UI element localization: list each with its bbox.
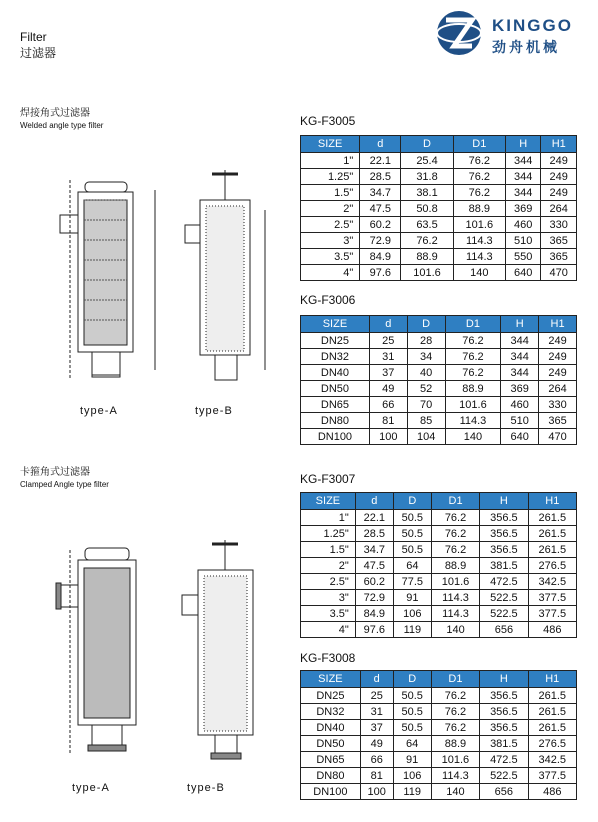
table-cell: 76.2 [431,542,479,558]
table-cell: 28.5 [360,169,401,185]
table-cell: 97.6 [355,622,393,638]
table-cell: 76.2 [445,333,501,349]
table-cell: 114.3 [431,590,479,606]
table-cell: 510 [501,413,539,429]
table-cell: 249 [539,349,577,365]
table-cell: 34 [407,349,445,365]
table-cell: 114.3 [445,413,501,429]
model-label: KG-F3005 [300,114,356,128]
table-cell: 76.2 [431,720,479,736]
table-cell: DN40 [301,365,370,381]
table-cell: 49 [369,381,407,397]
table-cell: 140 [431,784,479,800]
table-cell: 330 [539,397,577,413]
spec-table-kg-f3006 [300,315,577,445]
table-cell: 72.9 [360,233,401,249]
table-cell: 31 [369,349,407,365]
table-cell: 101.6 [453,217,505,233]
table-header-row [301,493,577,510]
column-header: SIZE [301,671,361,688]
table-row [301,784,577,800]
table-cell: 50.5 [393,510,431,526]
table-cell: 77.5 [393,574,431,590]
table-cell: 369 [505,201,540,217]
table-cell: 261.5 [528,688,576,704]
table-row [301,381,577,397]
table-cell: DN80 [301,768,361,784]
table-cell: 119 [393,622,431,638]
table-cell: 264 [541,201,577,217]
table-cell: 72.9 [355,590,393,606]
table-cell: 365 [541,249,577,265]
table-cell: 64 [393,558,431,574]
table-cell: 249 [541,185,577,201]
table-cell: 377.5 [528,606,576,622]
column-header: D1 [445,316,501,333]
table-cell: 344 [501,365,539,381]
table-cell: 1.25" [301,526,356,542]
spec-table-kg-f3008 [300,670,577,800]
table-row [301,249,577,265]
table-cell: DN32 [301,704,361,720]
table-cell: 50.5 [393,542,431,558]
table-cell: 342.5 [528,574,576,590]
spec-table-kg-f3005 [300,135,577,281]
table-cell: 344 [505,153,540,169]
table-cell: 63.5 [401,217,453,233]
table-row [301,622,577,638]
table-cell: 344 [501,349,539,365]
table-cell: 656 [480,784,528,800]
column-header: SIZE [301,493,356,510]
table-cell: DN65 [301,397,370,413]
table-row [301,574,577,590]
table-cell: 3" [301,590,356,606]
column-header: D1 [453,136,505,153]
table-cell: 276.5 [528,558,576,574]
table-cell: 3" [301,233,360,249]
column-header: H1 [528,671,576,688]
table-cell: 2.5" [301,574,356,590]
table-row [301,413,577,429]
table-cell: 1" [301,510,356,526]
clamped-filter-drawing [40,540,270,770]
table-row [301,606,577,622]
table-cell: DN25 [301,333,370,349]
column-header: D [401,136,453,153]
column-header: H [480,493,528,510]
table-cell: 76.2 [453,153,505,169]
table-cell: 84.9 [360,249,401,265]
table-cell: 52 [407,381,445,397]
column-header: d [355,493,393,510]
column-header: d [369,316,407,333]
table-cell: 84.9 [355,606,393,622]
table-cell: 460 [505,217,540,233]
table-cell: 249 [541,169,577,185]
table-cell: 522.5 [480,590,528,606]
kinggo-logo-icon [436,10,482,56]
table-cell: 356.5 [480,526,528,542]
column-header: H1 [541,136,577,153]
table-cell: 330 [541,217,577,233]
table-cell: 249 [541,153,577,169]
table-cell: 656 [480,622,528,638]
table-cell: DN32 [301,349,370,365]
table-row [301,526,577,542]
table-cell: 261.5 [528,542,576,558]
table-row [301,736,577,752]
table-cell: 369 [501,381,539,397]
table-cell: 356.5 [480,720,528,736]
table-cell: 264 [539,381,577,397]
model-label: KG-F3008 [300,651,356,665]
model-label: KG-F3006 [300,293,356,307]
table-row [301,233,577,249]
table-cell: 114.3 [431,606,479,622]
column-header: D [393,493,431,510]
table-cell: 472.5 [480,752,528,768]
table-cell: 76.2 [431,526,479,542]
table-cell: 22.1 [355,510,393,526]
table-cell: 460 [501,397,539,413]
table-cell: 3.5" [301,606,356,622]
table-header-row [301,136,577,153]
table-cell: 37 [369,365,407,381]
table-cell: 100 [369,429,407,445]
type-a-label: type-A [80,405,118,417]
table-cell: 356.5 [480,542,528,558]
table-cell: 49 [360,736,393,752]
column-header: H1 [528,493,576,510]
table-cell: 76.2 [401,233,453,249]
table-cell: 37 [360,720,393,736]
table-cell: 28.5 [355,526,393,542]
table-cell: 97.6 [360,265,401,281]
table-cell: 104 [407,429,445,445]
table-cell: 64 [393,736,431,752]
table-cell: 88.9 [453,201,505,217]
table-cell: 486 [528,622,576,638]
table-cell: DN100 [301,429,370,445]
table-cell: 472.5 [480,574,528,590]
table-cell: 76.2 [453,185,505,201]
table-cell: 377.5 [528,590,576,606]
table-cell: 640 [505,265,540,281]
table-cell: 344 [505,169,540,185]
table-header-row [301,671,577,688]
table-row [301,349,577,365]
table-cell: 28 [407,333,445,349]
table-cell: 119 [393,784,431,800]
table-row [301,365,577,381]
table-cell: 40 [407,365,445,381]
table-cell: 249 [539,333,577,349]
table-cell: 34.7 [360,185,401,201]
table-cell: 381.5 [480,558,528,574]
table-cell: 76.2 [431,510,479,526]
table-cell: 38.1 [401,185,453,201]
table-row [301,169,577,185]
table-cell: 4" [301,265,360,281]
table-header-row [301,316,577,333]
column-header: SIZE [301,136,360,153]
table-row [301,768,577,784]
table-cell: 106 [393,768,431,784]
table-cell: 76.2 [445,349,501,365]
table-cell: 85 [407,413,445,429]
page-title-en: Filter [20,30,47,44]
column-header: d [360,671,393,688]
brand-name-cn: 劲舟机械 [492,40,560,56]
table-cell: 510 [505,233,540,249]
table-cell: 344 [501,333,539,349]
table-cell: 261.5 [528,526,576,542]
table-cell: 88.9 [431,736,479,752]
model-label: KG-F3007 [300,472,356,486]
table-row [301,590,577,606]
table-cell: 1.5" [301,185,360,201]
table-cell: DN80 [301,413,370,429]
table-cell: 1.5" [301,542,356,558]
table-cell: 25 [369,333,407,349]
type-b-label: type-B [195,405,233,417]
column-header: D1 [431,493,479,510]
table-cell: 101.6 [431,752,479,768]
table-cell: 4" [301,622,356,638]
table-cell: 60.2 [355,574,393,590]
table-cell: 3.5" [301,249,360,265]
table-cell: 47.5 [360,201,401,217]
brand-logo [436,10,586,56]
table-cell: 381.5 [480,736,528,752]
table-cell: DN100 [301,784,361,800]
table-cell: 2.5" [301,217,360,233]
table-cell: 522.5 [480,606,528,622]
table-cell: 261.5 [528,720,576,736]
table-cell: 276.5 [528,736,576,752]
table-cell: 140 [453,265,505,281]
table-cell: 114.3 [453,233,505,249]
table-cell: 60.2 [360,217,401,233]
table-cell: 100 [360,784,393,800]
table-cell: 76.2 [453,169,505,185]
table-cell: 25 [360,688,393,704]
table-cell: 50.5 [393,688,431,704]
table-cell: 470 [541,265,577,281]
table-cell: 101.6 [431,574,479,590]
table-cell: 522.5 [480,768,528,784]
column-header: H [505,136,540,153]
table-row [301,704,577,720]
column-header: H [480,671,528,688]
table-cell: 47.5 [355,558,393,574]
section-title-clamped: 卡箍角式过滤器 Clamped Angle type filter [20,467,109,489]
table-cell: 2" [301,558,356,574]
table-cell: 377.5 [528,768,576,784]
table-cell: 2" [301,201,360,217]
table-cell: 66 [360,752,393,768]
table-cell: 70 [407,397,445,413]
table-row [301,201,577,217]
table-cell: 101.6 [401,265,453,281]
table-row [301,265,577,281]
column-header: D1 [431,671,479,688]
table-row [301,185,577,201]
table-cell: 34.7 [355,542,393,558]
table-cell: 140 [445,429,501,445]
table-cell: 261.5 [528,510,576,526]
table-cell: 25.4 [401,153,453,169]
table-cell: 640 [501,429,539,445]
table-cell: 31.8 [401,169,453,185]
spec-table-kg-f3007 [300,492,577,638]
page-title-cn: 过滤器 [20,46,57,60]
table-cell: 365 [539,413,577,429]
table-cell: 356.5 [480,688,528,704]
table-cell: 88.9 [401,249,453,265]
welded-filter-drawing [40,170,270,390]
table-cell: 1" [301,153,360,169]
table-cell: 50.5 [393,704,431,720]
table-row [301,153,577,169]
table-cell: 81 [360,768,393,784]
table-cell: DN50 [301,736,361,752]
table-row [301,217,577,233]
table-cell: 91 [393,752,431,768]
table-cell: 356.5 [480,510,528,526]
table-cell: 50.8 [401,201,453,217]
column-header: SIZE [301,316,370,333]
table-cell: 470 [539,429,577,445]
column-header: H1 [539,316,577,333]
table-cell: 356.5 [480,704,528,720]
table-cell: 91 [393,590,431,606]
table-cell: 344 [505,185,540,201]
table-cell: 76.2 [445,365,501,381]
table-cell: 114.3 [431,768,479,784]
table-cell: 76.2 [431,688,479,704]
table-cell: 261.5 [528,704,576,720]
table-row [301,429,577,445]
table-cell: 114.3 [453,249,505,265]
page-title [20,29,56,61]
column-header: D [407,316,445,333]
table-cell: 101.6 [445,397,501,413]
table-cell: DN40 [301,720,361,736]
table-row [301,510,577,526]
column-header: d [360,136,401,153]
table-row [301,558,577,574]
table-cell: 50.5 [393,720,431,736]
table-cell: 88.9 [431,558,479,574]
table-cell: 106 [393,606,431,622]
type-a-label: type-A [72,782,110,794]
table-cell: 66 [369,397,407,413]
brand-name-en: KINGGO [492,16,573,35]
table-row [301,720,577,736]
table-cell: 1.25" [301,169,360,185]
table-cell: DN50 [301,381,370,397]
table-cell: 365 [541,233,577,249]
table-cell: DN25 [301,688,361,704]
column-header: D [393,671,431,688]
table-cell: 140 [431,622,479,638]
table-cell: 22.1 [360,153,401,169]
table-row [301,397,577,413]
table-cell: 31 [360,704,393,720]
table-cell: 76.2 [431,704,479,720]
table-row [301,688,577,704]
table-cell: 550 [505,249,540,265]
table-cell: 486 [528,784,576,800]
table-row [301,542,577,558]
table-row [301,752,577,768]
table-cell: 50.5 [393,526,431,542]
table-row [301,333,577,349]
table-cell: 342.5 [528,752,576,768]
column-header: H [501,316,539,333]
table-cell: 249 [539,365,577,381]
table-cell: DN65 [301,752,361,768]
section-title-welded: 焊接角式过滤器 Welded angle type filter [20,108,104,130]
table-cell: 88.9 [445,381,501,397]
type-b-label: type-B [187,782,225,794]
table-cell: 81 [369,413,407,429]
